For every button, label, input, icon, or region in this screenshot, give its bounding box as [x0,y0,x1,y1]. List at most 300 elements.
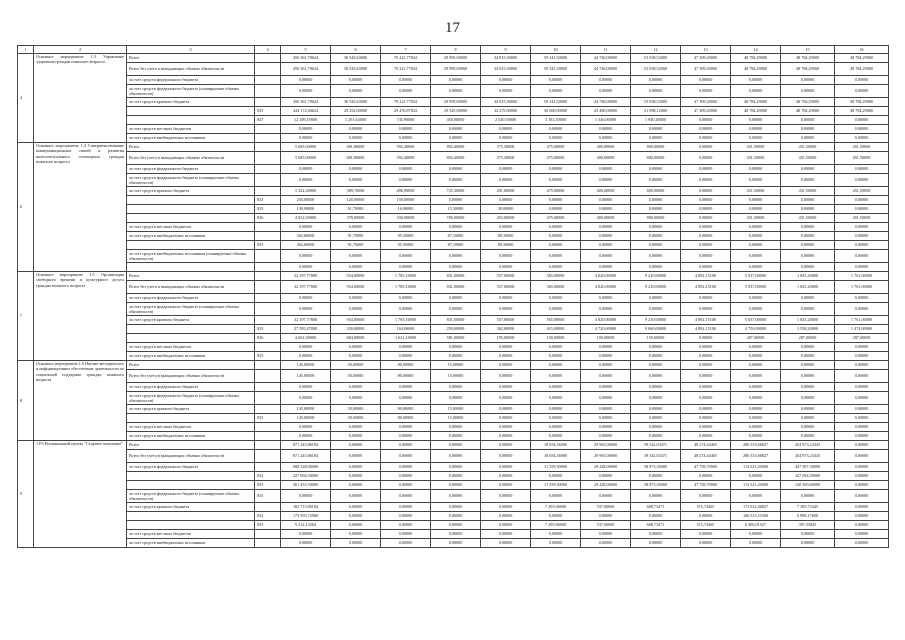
amount-cell: 38,00000 [481,205,531,214]
funding-source: за счет средств местных бюджетов [127,125,255,134]
amount-cell: 47 309,20000 [681,54,731,63]
amount-cell: 0,00000 [531,294,581,303]
amount-cell: 0,00000 [531,196,581,205]
funding-source: за счет средств федерального бюджета (планируемые объемы обязательств) [127,303,255,316]
amount-cell: 0,00000 [531,423,581,432]
amount-cell: 0,00000 [531,263,581,272]
table-row [18,187,889,196]
amount-cell: 0,00000 [481,223,531,232]
measure-name: Основное мероприятие 1.4 Совершенствование коммуникационных связей и развития интеллектуального потенциала граждан пожилого возраста [34,143,127,272]
amount-cell: 0,00000 [331,463,381,472]
amount-cell: 48 784,29000 [781,107,835,116]
amount-cell: 48 784,29000 [835,107,889,116]
amount-cell: 0,00000 [835,76,889,85]
budget-code [255,281,281,294]
amount-cell: 34 815,30000 [481,63,531,76]
budget-code [255,152,281,165]
amount-cell: 0,00000 [531,303,581,316]
amount-cell: 15,00000 [431,361,481,370]
budget-code [255,539,281,548]
amount-cell: 0,00000 [631,512,681,521]
amount-cell: 688 528,00000 [281,463,331,472]
amount-cell: 0,00000 [481,165,531,174]
amount-cell: 800,00000 [631,143,681,152]
amount-cell: 0,00000 [381,303,431,316]
amount-cell: 47 758,70000 [681,463,731,472]
amount-cell: 0,00000 [631,343,681,352]
amount-cell: 0,00000 [631,223,681,232]
budget-code [255,272,281,281]
amount-cell: 1 845,20000 [781,316,835,325]
amount-cell: 515,74465 [681,503,731,512]
funding-source: за счет средств внебюджетных источников [127,432,255,441]
funding-source [127,512,255,521]
amount-cell: 38 873,30000 [631,481,681,490]
amount-cell: 0,00000 [631,370,681,383]
amount-cell: 4 602,30000 [281,334,331,343]
budget-code [255,370,281,383]
amount-cell: 0,00000 [631,539,681,548]
amount-cell: 0,00000 [381,539,431,548]
budget-code [255,361,281,370]
amount-cell: 30 543,63000 [331,63,381,76]
amount-cell: 0,00000 [481,343,531,352]
amount-cell: 0,00000 [481,530,531,539]
amount-cell: 0,00000 [331,432,381,441]
amount-cell: 0,00000 [481,481,531,490]
amount-cell: 0,00000 [631,76,681,85]
budget-code [255,63,281,76]
amount-cell: 44 746,00000 [581,63,631,76]
amount-cell: 43 400,00000 [581,107,631,116]
amount-cell: 53 038,52000 [631,98,681,107]
amount-cell: 0,00000 [681,85,731,98]
amount-cell: 29 995,00000 [431,98,481,107]
amount-cell: 537,00000 [581,521,631,530]
amount-cell: 0,00000 [531,539,581,548]
amount-cell: 2 540,30000 [481,116,531,125]
amount-cell: 16,90000 [381,205,431,214]
amount-cell: 1 291,63000 [331,116,381,125]
table-row [18,405,889,414]
amount-cell: 0,00000 [481,125,531,134]
amount-cell: 0,00000 [781,361,835,370]
amount-cell: 0,00000 [681,343,731,352]
amount-cell: 0,00000 [835,263,889,272]
amount-cell: 0,00000 [631,472,681,481]
amount-cell: 0,00000 [431,383,481,392]
amount-cell: 0,00000 [381,530,431,539]
measure-name: Основное мероприятие 1.6 Научно-методическое и информационное обеспечение деятельности по социальной поддержке граждан пожилого возраста [34,361,127,441]
amount-cell: 0,00000 [781,223,835,232]
column-number: 10 [531,46,581,54]
amount-cell: 48 784,29000 [731,54,781,63]
amount-cell: 0,00000 [835,472,889,481]
amount-cell: 0,00000 [681,116,731,125]
amount-cell: 0,00000 [431,490,481,503]
amount-cell: 0,00000 [731,405,781,414]
amount-cell: 0,00000 [431,294,481,303]
amount-cell: 59 341,50000 [531,63,581,76]
amount-cell: 0,00000 [631,352,681,361]
table-row [18,174,889,187]
amount-cell: 0,00000 [835,174,889,187]
amount-cell: 149,90000 [281,205,331,214]
amount-cell: 0,00000 [281,134,331,143]
amount-cell: 0,00000 [281,174,331,187]
amount-cell: 9 212,13284 [281,521,331,530]
amount-cell: 0,00000 [431,343,481,352]
budget-code: 835 [255,241,281,250]
amount-cell: 0,00000 [781,250,835,263]
amount-cell: 0,00000 [835,223,889,232]
funding-source [127,116,255,125]
amount-cell: 173 012,46827 [731,503,781,512]
table-row [18,512,889,521]
amount-cell: 250,00000 [281,196,331,205]
amount-cell: 4 820,00000 [581,316,631,325]
amount-cell: 575,30000 [481,152,531,165]
budget-code [255,432,281,441]
amount-cell: 454 973,23445 [781,441,835,450]
amount-cell: 0,00000 [281,165,331,174]
amount-cell: 565,00000 [531,316,581,325]
amount-cell: 0,00000 [781,539,835,548]
amount-cell: 287,00000 [731,334,781,343]
budget-code [255,316,281,325]
amount-cell: 0,00000 [481,521,531,530]
amount-cell: 30 543,63000 [331,98,381,107]
amount-cell: 0,00000 [681,392,731,405]
amount-cell: 700,00000 [431,214,481,223]
amount-cell: 0,00000 [531,343,581,352]
amount-cell: 1 761,00000 [835,316,889,325]
amount-cell: 0,00000 [681,539,731,548]
amount-cell: 4 892,15100 [681,325,731,334]
amount-cell: 0,00000 [381,174,431,187]
amount-cell: 451,50000 [835,152,889,165]
amount-cell: 0,00000 [781,85,835,98]
amount-cell: 0,00000 [531,232,581,241]
amount-cell: 287,00000 [781,334,835,343]
amount-cell: 0,00000 [531,134,581,143]
column-number: 9 [481,46,531,54]
budget-code: 835 [255,481,281,490]
amount-cell: 6 988,17600 [781,512,835,521]
amount-cell: 330,00000 [381,214,431,223]
amount-cell: 56 060,00000 [531,107,581,116]
amount-cell: 0,00000 [835,423,889,432]
amount-cell: 150,00000 [631,334,681,343]
amount-cell: 5 037,00000 [731,316,781,325]
amount-cell: 145,00000 [281,405,331,414]
amount-cell: 0,00000 [631,423,681,432]
amount-cell: 7 295,06000 [531,521,581,530]
table-row [18,250,889,263]
amount-cell: 0,00000 [481,250,531,263]
amount-cell: 871 243,86184 [281,450,331,463]
amount-cell: 451,50000 [835,187,889,196]
amount-cell: 1 558,20000 [781,325,835,334]
amount-cell: 589,70000 [331,187,381,196]
amount-cell: 0,00000 [731,370,781,383]
amount-cell: 0,00000 [481,503,531,512]
amount-cell: 0,00000 [481,196,531,205]
budget-code: 836 [255,334,281,343]
amount-cell: 451,50000 [835,143,889,152]
row-index: 8 [18,361,34,441]
amount-cell: 29 476,87824 [381,107,431,116]
amount-cell: 0,00000 [835,241,889,250]
amount-cell: 0,00000 [481,361,531,370]
funding-source: за счет средств краевого бюджета [127,187,255,196]
funding-source: за счет средств внебюджетных источников [127,134,255,143]
amount-cell: 0,00000 [731,383,781,392]
amount-cell: 18 654,36000 [531,450,581,463]
table-row [18,232,889,241]
amount-cell: 0,00000 [631,205,681,214]
amount-cell: 0,00000 [581,196,631,205]
amount-cell: 0,00000 [381,383,431,392]
funding-source: за счет средств внебюджетных источников [127,232,255,241]
amount-cell: 0,00000 [581,343,631,352]
amount-cell: 0,00000 [331,481,381,490]
amount-cell: 0,00000 [281,76,331,85]
budget-code [255,303,281,316]
amount-cell: 0,00000 [681,405,731,414]
amount-cell: 5 037,00000 [731,281,781,294]
amount-cell: 0,00000 [835,463,889,472]
amount-cell: 0,00000 [581,294,631,303]
budget-code [255,503,281,512]
amount-cell: 0,00000 [531,361,581,370]
amount-cell: 0,00000 [631,174,681,187]
amount-cell: 0,00000 [781,383,835,392]
measure-name: Основное мероприятие 1.5 Организация свободного времени и культурного досуга граждан пожилого возраста [34,272,127,361]
amount-cell: 0,00000 [581,472,631,481]
amount-cell: 575,30000 [481,143,531,152]
amount-cell: 456 361,79624 [281,63,331,76]
amount-cell: 47 758,70000 [681,481,731,490]
amount-cell: 7 385,73445 [781,503,835,512]
amount-cell: 0,00000 [331,125,381,134]
table-row [18,490,889,503]
amount-cell: 0,00000 [631,196,681,205]
budget-sheet [17,45,888,548]
amount-cell: 831,00000 [431,316,481,325]
amount-cell: 451,50000 [835,214,889,223]
funding-source: Всего без учета в выпадающих объемах обязательств [127,450,255,463]
amount-cell: 0,00000 [835,490,889,503]
amount-cell: 0,00000 [631,232,681,241]
table-row [18,272,889,281]
amount-cell: 0,00000 [481,85,531,98]
amount-cell: 0,00000 [681,361,731,370]
amount-cell: 0,00000 [331,250,381,263]
amount-cell: 4 750,00000 [731,325,781,334]
amount-cell: 0,00000 [431,392,481,405]
funding-source: за счет средств местных бюджетов [127,343,255,352]
column-number: 13 [681,46,731,54]
amount-cell: 0,00000 [835,503,889,512]
amount-cell: 0,00000 [731,472,781,481]
amount-cell: 27 595,47800 [281,325,331,334]
table-row [18,152,889,165]
amount-cell: 1 761,00000 [835,272,889,281]
amount-cell: 0,00000 [381,263,431,272]
amount-cell: 91,70000 [331,241,381,250]
amount-cell: 32 197,77800 [281,316,331,325]
amount-cell: 0,00000 [281,539,331,548]
amount-cell: 0,00000 [431,423,481,432]
amount-cell: 0,00000 [531,85,581,98]
amount-cell: 29 428,00000 [581,481,631,490]
amount-cell: 451,50000 [731,152,781,165]
amount-cell: 0,00000 [731,392,781,405]
table-row [18,463,889,472]
table-row [18,85,889,98]
funding-source: за счет средств федерального бюджета (планируемые объемы обязательств) [127,85,255,98]
amount-cell: 0,00000 [331,294,381,303]
amount-cell: 0,00000 [835,450,889,463]
amount-cell: 444 172,60624 [281,107,331,116]
amount-cell: 113 521,20000 [731,481,781,490]
amount-cell: 0,00000 [681,383,731,392]
funding-source: за счет средств местных бюджетов [127,423,255,432]
amount-cell: 0,00000 [835,205,889,214]
amount-cell: 557,00000 [481,272,531,281]
table-row [18,392,889,405]
amount-cell: 0,00000 [781,392,835,405]
funding-source [127,241,255,250]
amount-cell: 0,00000 [731,303,781,316]
amount-cell: 0,00000 [431,352,481,361]
amount-cell: 0,00000 [281,383,331,392]
amount-cell: 80,00000 [381,414,431,423]
amount-cell: 0,00000 [431,512,481,521]
amount-cell: 15,30000 [431,205,481,214]
budget-code [255,76,281,85]
amount-cell: 0,00000 [681,263,731,272]
amount-cell: 0,00000 [631,414,681,423]
amount-cell: 400,00000 [581,152,631,165]
amount-cell: 87,10000 [431,241,481,250]
amount-cell: 0,00000 [631,361,681,370]
table-row [18,472,889,481]
amount-cell: 39 542,03471 [631,450,681,463]
amount-cell: 592,40000 [381,143,431,152]
amount-cell: 0,00000 [531,530,581,539]
amount-cell: 0,00000 [681,530,731,539]
amount-cell: 0,00000 [835,392,889,405]
amount-cell: 0,00000 [731,423,781,432]
amount-cell: 0,00000 [531,472,581,481]
budget-code: 836 [255,214,281,223]
amount-cell: 0,00000 [681,352,731,361]
funding-source: за счет средств федерального бюджета (планируемые объемы обязательств) [127,174,255,187]
amount-cell: 59 341,50000 [531,98,581,107]
amount-cell: 0,00000 [581,241,631,250]
amount-cell: 0,00000 [781,490,835,503]
amount-cell: 0,00000 [731,232,781,241]
amount-cell: 0,00000 [581,414,631,423]
amount-cell: 0,00000 [281,432,331,441]
budget-code [255,383,281,392]
amount-cell: 29 252,00000 [331,107,381,116]
amount-cell: 0,00000 [281,263,331,272]
amount-cell: 6 496,91527 [731,521,781,530]
table-body [18,46,889,548]
amount-cell: 1 845,20000 [781,272,835,281]
amount-cell: 415,00000 [531,325,581,334]
column-number: 11 [581,46,631,54]
amount-cell: 0,00000 [731,530,781,539]
column-number: 16 [835,46,889,54]
amount-cell: 745,90000 [381,116,431,125]
amount-cell: 0,00000 [431,450,481,463]
amount-cell: 0,00000 [331,263,381,272]
amount-cell: 0,00000 [331,441,381,450]
amount-cell: 0,00000 [681,490,731,503]
amount-cell: 0,00000 [581,370,631,383]
amount-cell: 0,00000 [731,174,781,187]
amount-cell: 0,00000 [835,530,889,539]
amount-cell: 0,00000 [281,303,331,316]
amount-cell: 48 274,44465 [681,441,731,450]
amount-cell: 0,00000 [331,521,381,530]
amount-cell: 0,00000 [331,174,381,187]
table-row [18,539,889,548]
amount-cell: 0,00000 [281,85,331,98]
amount-cell: 0,00000 [681,174,731,187]
amount-cell: 0,00000 [631,165,681,174]
amount-cell: 18 654,36000 [531,441,581,450]
amount-cell: 11 359,30000 [531,463,581,472]
budget-code [255,441,281,450]
budget-code [255,143,281,152]
amount-cell: 0,00000 [531,512,581,521]
budget-code: 835 [255,107,281,116]
amount-cell: 0,00000 [731,361,781,370]
amount-cell: 0,00000 [381,490,431,503]
funding-source: за счет средств федерального бюджета [127,463,255,472]
budget-code [255,423,281,432]
amount-cell: 0,00000 [835,361,889,370]
table-row [18,54,889,63]
column-number: 8 [431,46,481,54]
amount-cell: 0,00000 [581,85,631,98]
funding-source [127,472,255,481]
amount-cell: 0,00000 [581,250,631,263]
amount-cell: 0,00000 [731,165,781,174]
amount-cell: 51 098,12000 [631,107,681,116]
amount-cell: 9 210,00000 [631,281,681,294]
funding-source: за счет средств федерального бюджета [127,76,255,85]
budget-code [255,134,281,143]
amount-cell: 80,00000 [381,370,431,383]
funding-source: за счет средств краевого бюджета [127,503,255,512]
amount-cell: 0,00000 [481,463,531,472]
amount-cell: 15,00000 [431,405,481,414]
amount-cell: 0,00000 [381,521,431,530]
amount-cell: 0,00000 [481,370,531,383]
amount-cell: 87,10000 [431,232,481,241]
amount-cell: 361 433,50000 [281,481,331,490]
amount-cell: 0,00000 [631,241,681,250]
funding-source: за счет средств местных бюджетов [127,223,255,232]
amount-cell: 4 892,15100 [681,272,731,281]
amount-cell: 0,00000 [431,521,481,530]
